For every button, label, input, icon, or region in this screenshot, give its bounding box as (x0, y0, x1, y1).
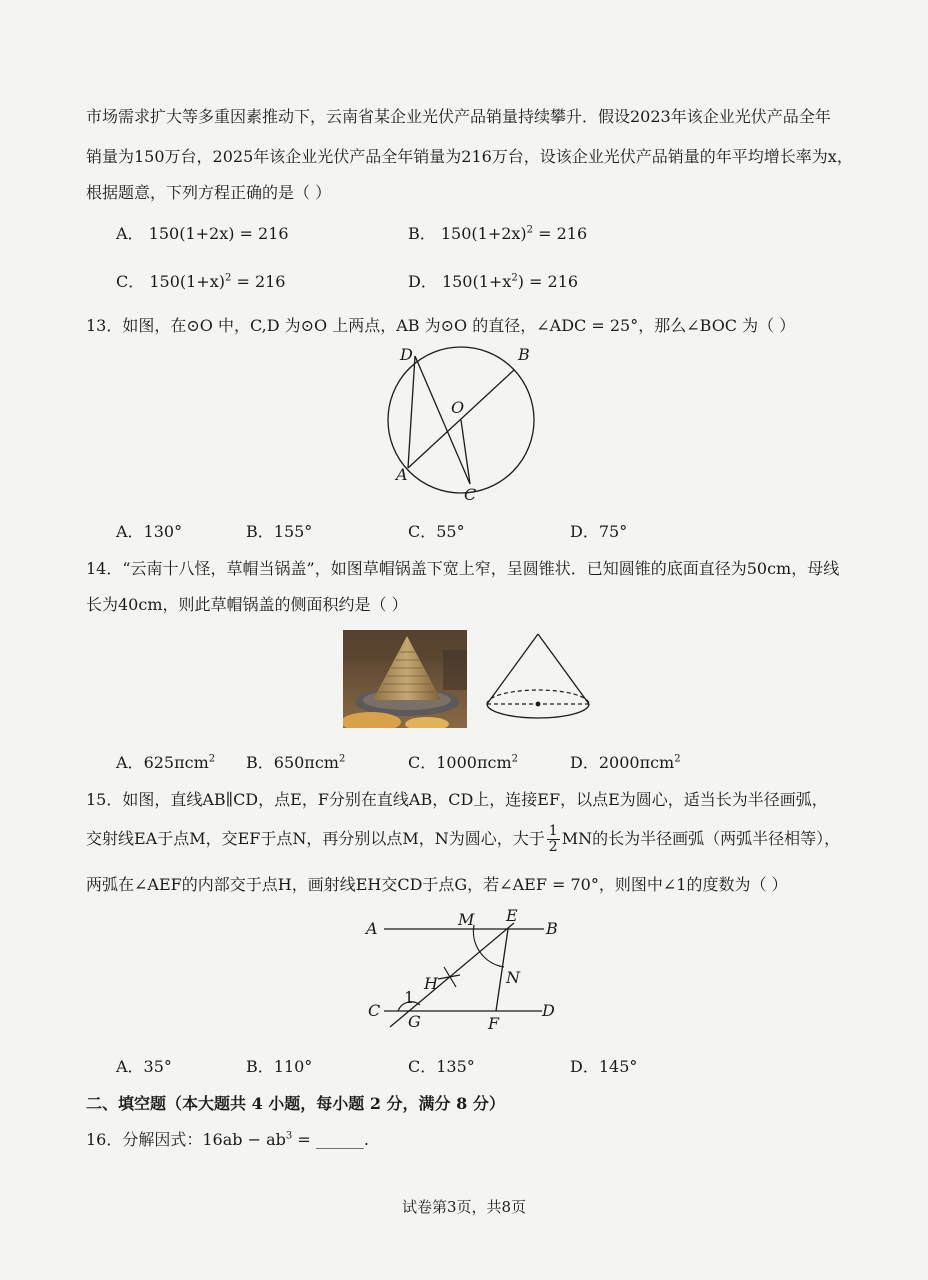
option-expression-tail: = 216 (231, 272, 286, 291)
cone-left-edge (487, 634, 538, 704)
q12-line-1: 市场需求扩大等多重因素推动下，云南省某企业光伏产品销量持续攀升．假设2023年该企业光伏产品全年 (86, 107, 831, 126)
option-letter: B． (246, 753, 274, 772)
straw-hat-lid-photo (343, 630, 467, 728)
fraction-numerator: 1 (548, 823, 558, 839)
q16-line (86, 1127, 369, 1150)
chord-dc (415, 356, 470, 484)
option-value: 625πcm (143, 753, 209, 772)
label-b: B (518, 345, 530, 364)
label-g: G (408, 1012, 421, 1031)
q14-option-d[interactable] (570, 750, 681, 773)
q15-option-a[interactable]: A．35° (116, 1057, 172, 1076)
label-d: D (400, 345, 413, 364)
q16-exponent: 3 (285, 1130, 293, 1142)
cone-base-center (536, 702, 541, 707)
option-expression: 150(1+x) (149, 272, 225, 291)
q15-option-d[interactable]: D．145° (570, 1057, 638, 1076)
q15-line-2-part-a: 交射线EA于点M，交EF于点N，再分别以点M，N为圆心，大于 (86, 829, 545, 848)
option-letter: A． (116, 224, 144, 243)
arc-mn (473, 925, 504, 967)
q13-option-c[interactable]: C．55° (408, 522, 465, 541)
diameter-ab (408, 370, 514, 468)
straw-hat-lid-illustration (343, 630, 467, 728)
option-letter: D． (408, 272, 437, 291)
label-f: F (488, 1014, 500, 1033)
q15-option-c[interactable]: C．135° (408, 1057, 475, 1076)
chord-da (408, 356, 415, 468)
label-a: A (396, 465, 408, 484)
option-exponent: 2 (526, 224, 534, 236)
section-2-title: 二、填空题（本大题共 4 小题，每小题 2 分，满分 8 分） (86, 1094, 505, 1113)
q13-option-d[interactable]: D．75° (570, 522, 628, 541)
q15-line-1: 15．如图，直线AB∥CD，点E，F分别在直线AB，CD上，连接EF，以点E为圆心，适当长为半径画弧， (86, 790, 828, 809)
q14-option-b[interactable] (246, 750, 345, 773)
label-b: B (546, 919, 558, 938)
label-e: E (506, 906, 518, 925)
label-a: A (366, 919, 378, 938)
label-c: C (464, 485, 477, 504)
label-c: C (368, 1001, 381, 1020)
option-expression-tail: ) = 216 (517, 272, 579, 291)
q12-option-c[interactable] (116, 269, 285, 292)
option-letter: B． (408, 224, 436, 243)
option-letter: D． (570, 753, 599, 772)
label-angle-1: 1 (404, 988, 415, 1007)
option-expression: 150(1+2x) = 216 (148, 224, 289, 243)
q12-option-d[interactable] (408, 269, 578, 292)
q13-option-b[interactable]: B．155° (246, 522, 313, 541)
q15-parallel-lines-figure (362, 905, 572, 1035)
option-exponent: 2 (511, 753, 518, 765)
option-exponent: 2 (511, 272, 518, 284)
q15-option-b[interactable]: B．110° (246, 1057, 313, 1076)
q12-option-a[interactable] (116, 221, 289, 244)
option-letter: C． (408, 753, 437, 772)
q12-line-3: 根据题意，下列方程正确的是（ ） (86, 183, 332, 202)
option-exponent: 2 (208, 753, 216, 765)
fraction-one-half (547, 824, 560, 855)
option-value: 1000πcm (436, 753, 512, 772)
q14-option-a[interactable] (116, 750, 215, 773)
fraction-denominator: 2 (548, 839, 558, 855)
q13-option-a[interactable]: A．130° (116, 522, 183, 541)
q12-option-b[interactable] (408, 221, 587, 244)
q14-line-1: 14．“云南十八怪，草帽当锅盖”，如图草帽锅盖下宽上窄，呈圆锥状．已知圆锥的底面直径为50cm，母线 (86, 559, 840, 578)
q12-line-2: 销量为150万台，2025年该企业光伏产品全年销量为216万台，设该企业光伏产品销量的年平均增长率为x， (86, 147, 853, 166)
label-n: N (506, 968, 520, 987)
q13-stem: 13．如图，在⊙O 中，C,D 为⊙O 上两点，AB 为⊙O 的直径，∠ADC = 25°，那么∠BOC 为（ ） (86, 316, 796, 335)
q14-line-2: 长为40cm，则此草帽锅盖的侧面积约是（ ） (86, 595, 408, 614)
option-expression: 150(1+x (441, 272, 512, 291)
option-value: 2000πcm (598, 753, 675, 772)
q16-answer-blank[interactable]: = ______. (292, 1130, 369, 1149)
option-expression-tail: = 216 (533, 224, 588, 243)
option-exponent: 2 (338, 753, 346, 765)
label-m: M (458, 910, 475, 929)
q15-line-2-part-b: MN的长为半径画弧（两弧半径相等）， (561, 829, 841, 848)
option-value: 650πcm (273, 753, 339, 772)
label-o: O (451, 398, 465, 417)
option-exponent: 2 (224, 272, 232, 284)
option-exponent: 2 (674, 753, 681, 765)
q15-line-3: 两弧在∠AEF的内部交于点H，画射线EH交CD于点G，若∠AEF = 70°，则图中∠1的度数为（ ） (86, 875, 788, 894)
q14-cone-figure (482, 630, 594, 730)
q16-prefix: 16．分解因式：16ab − ab (86, 1130, 286, 1149)
option-letter: A． (116, 753, 144, 772)
option-letter: C． (116, 272, 145, 291)
option-expression: 150(1+2x) (440, 224, 527, 243)
label-h: H (424, 974, 438, 993)
page-footer: 试卷第3页，共8页 (401, 1198, 527, 1216)
q13-circle-figure (380, 338, 560, 508)
label-d: D (542, 1001, 555, 1020)
q14-option-c[interactable] (408, 750, 518, 773)
q15-line-2 (86, 822, 840, 856)
cone-right-edge (538, 634, 589, 704)
